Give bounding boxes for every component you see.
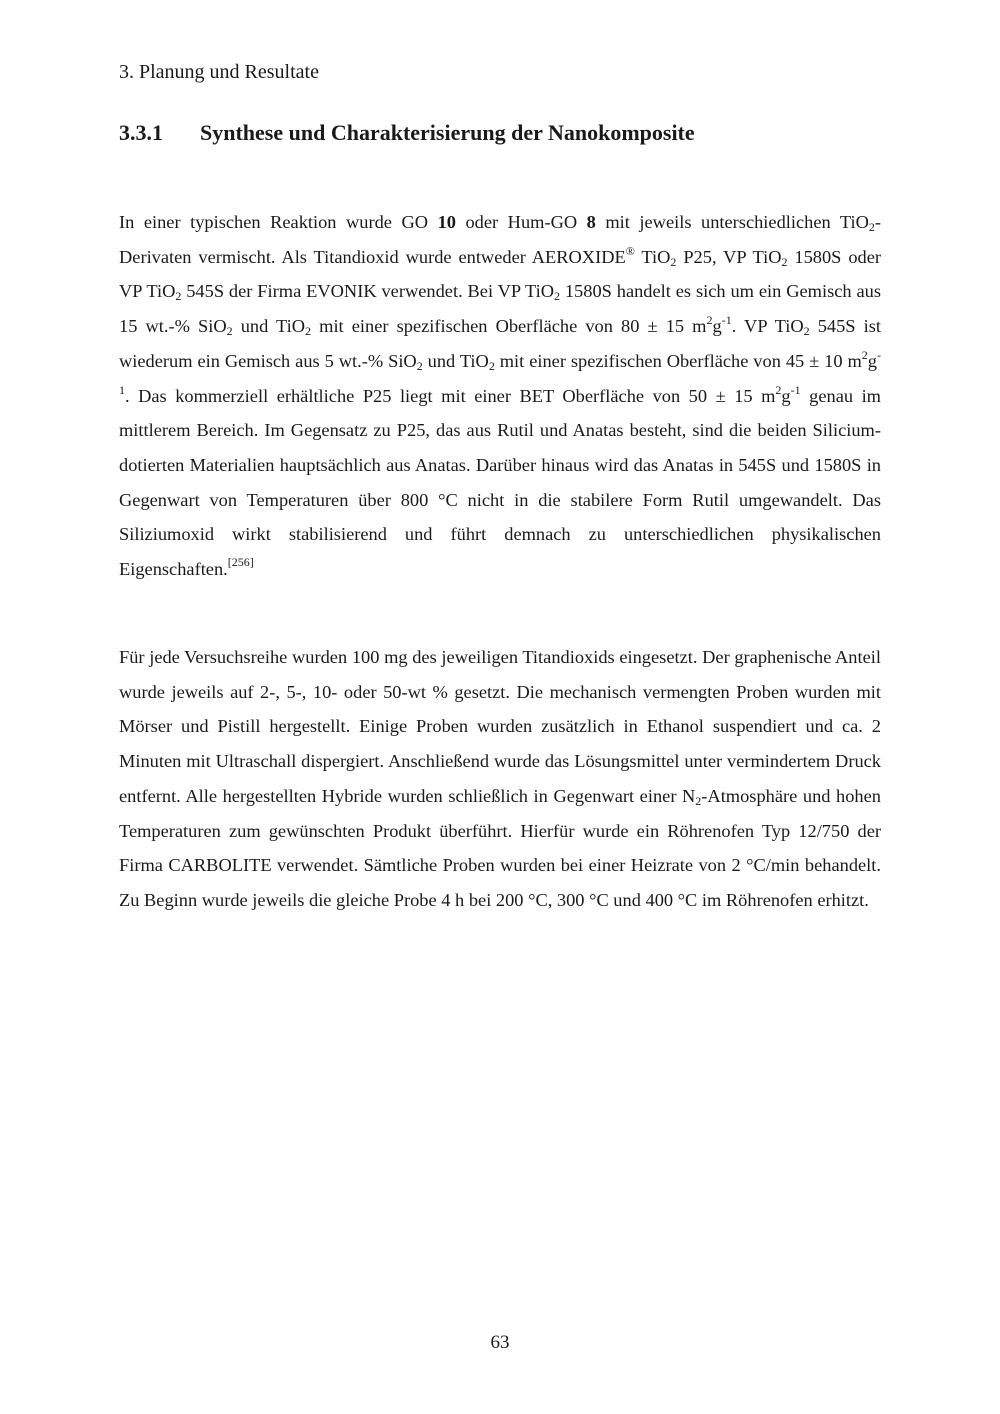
paragraph-1 (119, 205, 881, 587)
section-title: Synthese und Charakterisierung der Nanokomposite (200, 120, 695, 145)
page-number: 63 (490, 1332, 510, 1353)
running-head: 3. Planung und Resultate (119, 61, 319, 83)
paragraph-1-text: In einer typischen Reaktion wurde GO 10 oder Hum-GO 8 mit jeweils unterschiedlichen TiO$_2$-Derivaten vermischt. Als Titandioxid wurde entweder AEROXIDE® TiO$_2$ P25, VP TiO$_2$ 1580S oder VP TiO$_2$ 545S der Firma EVONIK verwendet. Bei VP TiO$_2$ 1580S handelt es sich um ein Gemisch aus 15 wt.-% SiO$_2$ und TiO$_2$ mit einer spezifischen Oberfläche von 80 ± 15 $m^2g^{-1}$. VP TiO$_2$ 545S ist wiederum ein Gemisch aus 5 wt.-% SiO$_2$ und TiO$_2$ mit einer spezifischen Oberfläche von 45 ± 10 $m^2g^{-1}$. Das kommerziell erhältliche P25 liegt mit einer BET Oberfläche von 50 ± 15 $m^2g^{-1}$ genau im mittlerem Bereich. Im Gegensatz zu P25, das aus Rutil und Anatas besteht, sind die beiden Silicium-dotierten Materialien hauptsächlich aus Anatas. Darüber hinaus wird das Anatas in 545S und 1580S in Gegenwart von Temperaturen über 800 °C nicht in die stabilere Form Rutil umgewandelt. Das Siliziumoxid wirkt stabilisierend und führt demnach zu unterschiedlichen physikalischen Eigenschaften.[256] (119, 212, 881, 580)
citation: [256] (227, 555, 254, 570)
paragraph-2-text: Für jede Versuchsreihe wurden 100 mg des jeweiligen Titandioxids eingesetzt. Der graphenische Anteil wurde jeweils auf 2-, 5-, 10- oder 50-wt % gesetzt. Die mechanisch vermengten Proben wurden mit Mörser und Pistill hergestellt. Einige Proben wurden zusätzlich in Ethanol suspendiert und ca. 2 Minuten mit Ultraschall dispergiert. Anschließend wurde das Lösungsmittel unter vermindertem Druck entfernt. Alle hergestellten Hybride wurden schließlich in Gegenwart einer $N_2$-Atmosphäre und hohen Temperaturen zum gewünschten Produkt überführt. Hierfür wurde ein Röhrenofen Typ 12/750 der Firma CARBOLITE verwendet. Sämtliche Proben wurden bei einer Heizrate von 2 °C/min behandelt. Zu Beginn wurde jeweils die gleiche Probe 4 h bei 200 °C, 300 °C und 400 °C im Röhrenofen erhitzt. (119, 647, 881, 910)
section-heading (119, 119, 695, 147)
paragraph-2 (119, 640, 881, 918)
section-number: 3.3.1 (119, 120, 163, 145)
